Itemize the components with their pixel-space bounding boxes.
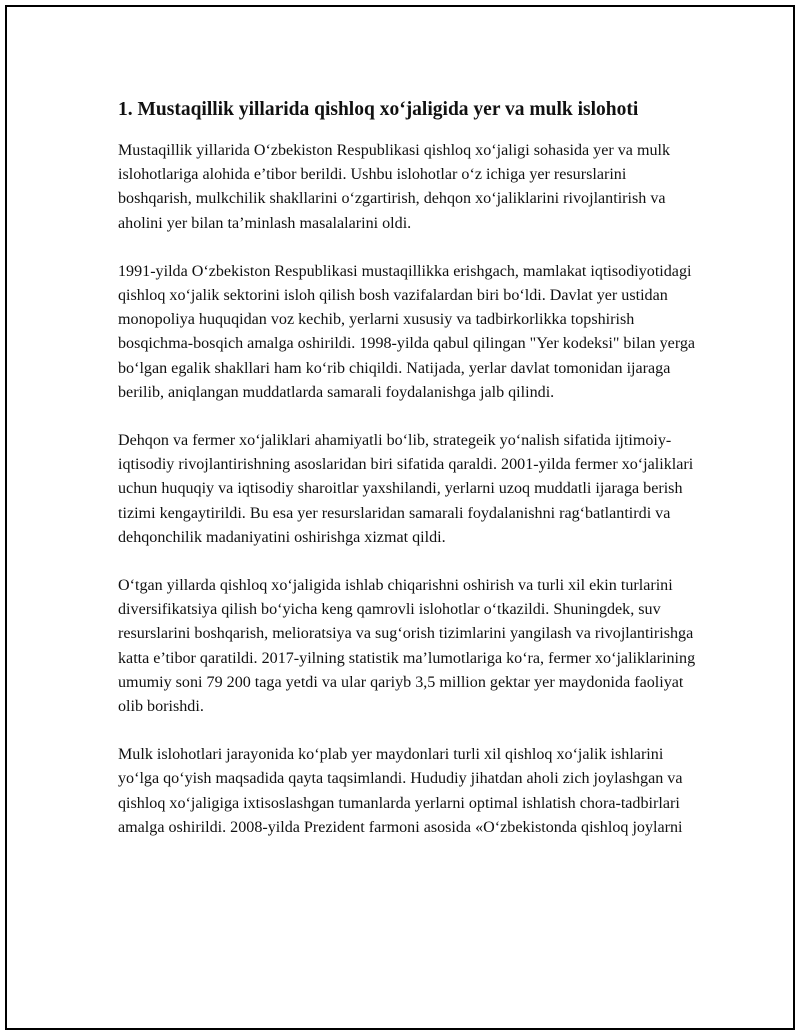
paragraph-5: Mulk islohotlari jarayonida ko‘plab yer maydonlari turli xil qishloq xo‘jalik ishlarini yo‘lga qo‘yish maqsadida qayta taqsimlandi. Hududiy jihatdan aholi zich joylashgan va qishloq xo‘jaligiga ixtisoslashgan tumanlarda yerlarni optimal ishlatish chora-tadbirlari amalga oshirildi. 2008-yilda Prezident farmoni asosida «O‘zbekistonda qishloq joylarni — [118, 746, 683, 836]
document-body — [118, 97, 698, 864]
paragraph-3: Dehqon va fermer xo‘jaliklari ahamiyatli bo‘lib, strategeik yo‘nalish sifatida ijtimoiy-iqtisodiy rivojlantirishning asoslaridan biri sifatida qaraldi. 2001-yilda fermer xo‘jaliklari uchun huquqiy va iqtisodiy sharoitlar yaxshilandi, yerlarni uzoq muddatli ijaraga berish tizimi kengaytirildi. Bu esa yer resurslaridan samarali foydalanishni rag‘batlantirdi va dehqonchilik madaniyatini oshirishga xizmat qildi. — [118, 432, 694, 546]
paragraph-1: Mustaqillik yillarida O‘zbekiston Respublikasi qishloq xo‘jaligi sohasida yer va mulk islohotlariga alohida e’tibor berildi. Ushbu islohotlar o‘z ichiga yer resurslarini boshqarish, mulkchilik shakllarini o‘zgartirish, dehqon xo‘jaliklarini rivojlantirish va aholini yer bilan ta’minlash masalalarini oldi. — [118, 142, 671, 232]
section-heading: 1. Mustaqillik yillarida qishloq xo‘jaligida yer va mulk islohoti — [118, 99, 639, 120]
paragraph-4: O‘tgan yillarda qishloq xo‘jaligida ishlab chiqarishni oshirish va turli xil ekin turlarini diversifikatsiya qilish bo‘yicha keng qamrovli islohotlar o‘tkazildi. Shuningdek, suv resurslarini boshqarish, melioratsiya va sug‘orish tizimlarini yangilash va rivojlantirishga katta e’tibor qaratildi. 2017-yilning statistik ma’lumotlariga ko‘ra, fermer xo‘jaliklarining umumiy soni 79 200 taga yetdi va ular qariyb 3,5 million gektar yer maydonida faoliyat olib borishdi. — [118, 577, 696, 716]
paragraph-2: 1991-yilda O‘zbekiston Respublikasi mustaqillikka erishgach, mamlakat iqtisodiyotidagi qishloq xo‘jalik sektorini isloh qilish bosh vazifalardan biri bo‘ldi. Davlat yer ustidan monopoliya huquqidan voz kechib, yerlarni xususiy va tadbirkorlikka topshirish bosqichma-bosqich amalga oshirildi. 1998-yilda qabul qilingan "Yer kodeksi" bilan yerga bo‘lgan egalik shakllari ham ko‘rib chiqildi. Natijada, yerlar davlat tomonidan ijaraga berilib, aniqlangan muddatlarda samarali foydalanishga jalb qilindi. — [118, 262, 696, 401]
document-page — [5, 5, 795, 1030]
